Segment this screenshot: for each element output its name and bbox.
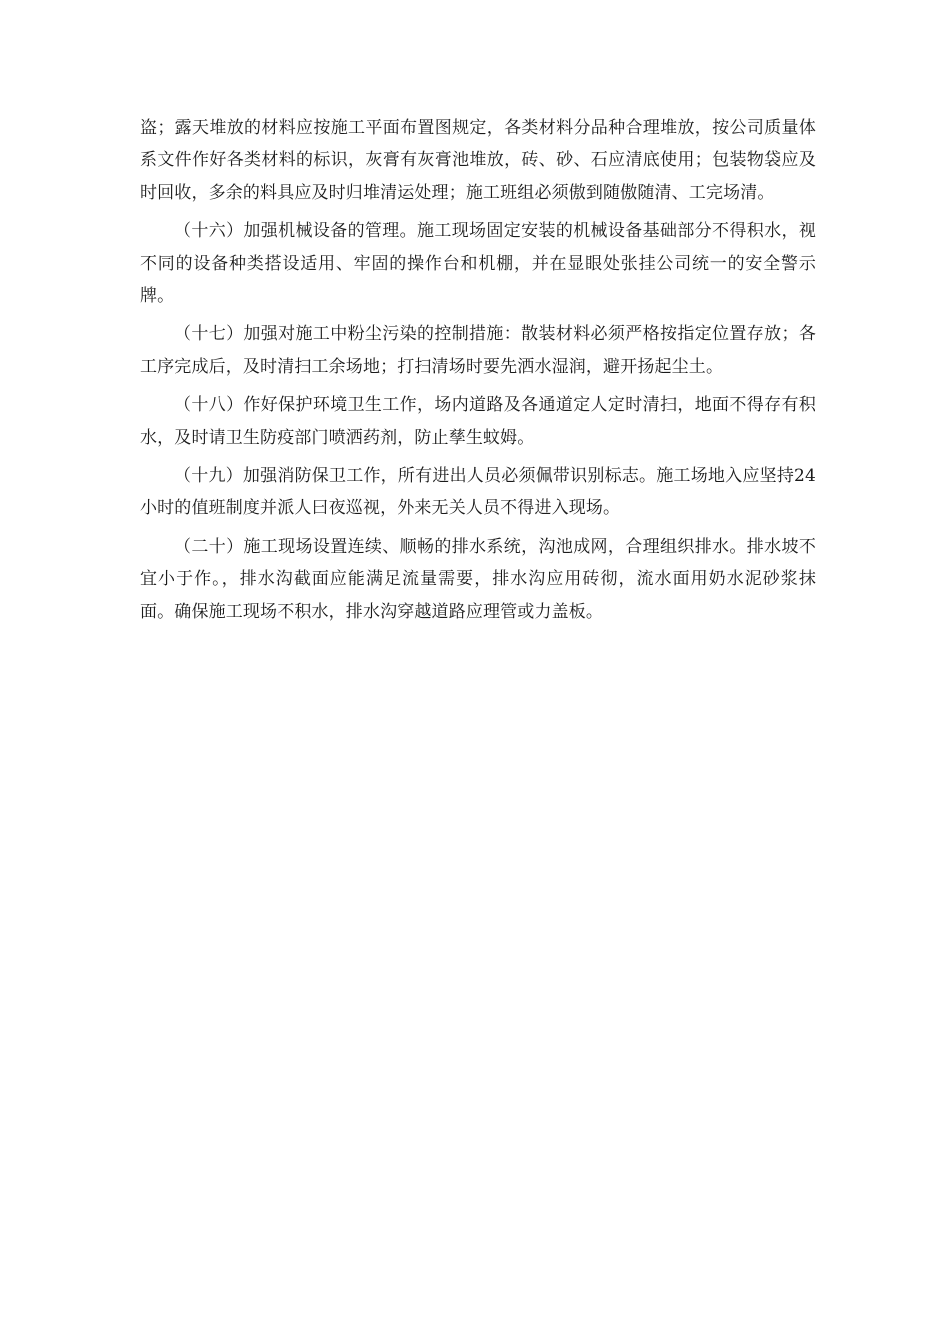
paragraph-16-machinery: （十六）加强机械设备的管理。施工现场固定安装的机械设备基础部分不得积水，视不同的设备种类搭设适用、牢固的操作台和机棚，并在显眼处张挂公司统一的安全警示牌。 bbox=[140, 221, 816, 307]
paragraph-18-sanitation: （十八）作好保护环境卫生工作，场内道路及各通道定人定时清扫，地面不得存有积水，及时请卫生防疫部门喷洒药剂，防止孳生蚊姆。 bbox=[140, 395, 816, 448]
paragraph-material-stacking: 盗；露天堆放的材料应按施工平面布置图规定，各类材料分品种合理堆放，按公司质量体系文件作好各类材料的标识，灰膏有灰膏池堆放，砖、砂、石应清底使用；包装物袋应及时回收，多余的料具应及时归堆清运处理；施工班组必须傲到随傲随清、工完场清。 bbox=[140, 118, 816, 203]
paragraph-19-fire-security: （十九）加强消防保卫工作，所有进出人员必须佩带识别标志。施工场地入应坚持24小时的值班制度并派人曰夜巡视，外来无关人员不得进入现场。 bbox=[140, 466, 816, 519]
paragraph-20-drainage: （二十）施工现场设置连续、顺畅的排水系统，沟池成网，合理组织排水。排水坡不宜小于作。，排水沟截面应能满足流量需要，排水沟应用砖彻，流水面用奶水泥砂浆抹面。确保施工现场不积水，排水沟穿越道路应理管或力盖板。 bbox=[140, 536, 816, 622]
paragraph-17-dust-control: （十七）加强对施工中粉尘污染的控制措施：散装材料必须严格按指定位置存放；各工序完成后，及时清扫工余场地；打扫清场时要先洒水湿润，避开扬起尘土。 bbox=[140, 324, 816, 377]
document-page bbox=[140, 112, 816, 628]
